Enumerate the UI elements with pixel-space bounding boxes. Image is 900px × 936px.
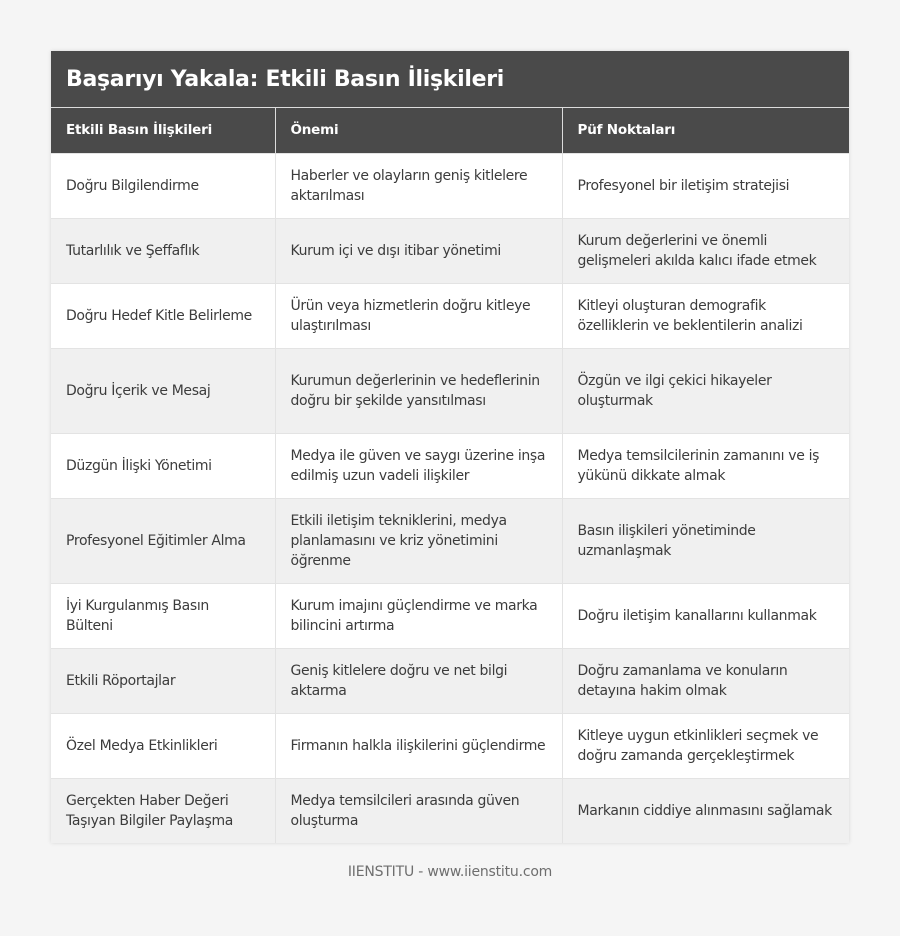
cell-practice: Profesyonel Eğitimler Alma: [51, 498, 275, 583]
cell-importance: Kurumun değerlerinin ve hedeflerinin doğru bir şekilde yansıtılması: [275, 348, 562, 433]
cell-tips: Doğru iletişim kanallarını kullanmak: [562, 583, 849, 648]
header-row: [51, 108, 849, 153]
cell-tips: Medya temsilcilerinin zamanını ve iş yükünü dikkate almak: [562, 433, 849, 498]
cell-importance: Haberler ve olayların geniş kitlelere aktarılması: [275, 153, 562, 218]
table-card: [51, 51, 849, 843]
cell-practice: Doğru Bilgilendirme: [51, 153, 275, 218]
cell-importance: Ürün veya hizmetlerin doğru kitleye ulaştırılması: [275, 283, 562, 348]
page-title: Başarıyı Yakala: Etkili Basın İlişkileri: [51, 51, 849, 108]
cell-tips: Basın ilişkileri yönetiminde uzmanlaşmak: [562, 498, 849, 583]
cell-practice: Düzgün İlişki Yönetimi: [51, 433, 275, 498]
cell-practice: Gerçekten Haber Değeri Taşıyan Bilgiler Paylaşma: [51, 778, 275, 843]
cell-importance: Etkili iletişim tekniklerini, medya planlamasını ve kriz yönetimini öğrenme: [275, 498, 562, 583]
table-row: [51, 153, 849, 218]
cell-importance: Medya ile güven ve saygı üzerine inşa edilmiş uzun vadeli ilişkiler: [275, 433, 562, 498]
cell-tips: Markanın ciddiye alınmasını sağlamak: [562, 778, 849, 843]
table-row: [51, 348, 849, 433]
cell-importance: Medya temsilcileri arasında güven oluşturma: [275, 778, 562, 843]
table-row: [51, 498, 849, 583]
cell-importance: Geniş kitlelere doğru ve net bilgi aktarma: [275, 648, 562, 713]
table-row: [51, 778, 849, 843]
column-header-importance: Önemi: [275, 108, 562, 153]
cell-importance: Kurum imajını güçlendirme ve marka bilincini artırma: [275, 583, 562, 648]
footer-credit: IIENSTITU - www.iienstitu.com: [347, 864, 553, 880]
cell-tips: Kurum değerlerini ve önemli gelişmeleri akılda kalıcı ifade etmek: [562, 218, 849, 283]
table-row: [51, 648, 849, 713]
table-row: [51, 713, 849, 778]
cell-practice: İyi Kurgulanmış Basın Bülteni: [51, 583, 275, 648]
table-row: [51, 283, 849, 348]
cell-importance: Kurum içi ve dışı itibar yönetimi: [275, 218, 562, 283]
table-row: [51, 433, 849, 498]
cell-tips: Özgün ve ilgi çekici hikayeler oluşturmak: [562, 348, 849, 433]
cell-practice: Özel Medya Etkinlikleri: [51, 713, 275, 778]
cell-practice: Doğru Hedef Kitle Belirleme: [51, 283, 275, 348]
column-header-practice: Etkili Basın İlişkileri: [51, 108, 275, 153]
data-table: [51, 108, 849, 843]
cell-tips: Kitleye uygun etkinlikleri seçmek ve doğru zamanda gerçekleştirmek: [562, 713, 849, 778]
cell-tips: Kitleyi oluşturan demografik özelliklerin ve beklentilerin analizi: [562, 283, 849, 348]
table-row: [51, 583, 849, 648]
cell-practice: Doğru İçerik ve Mesaj: [51, 348, 275, 433]
cell-tips: Profesyonel bir iletişim stratejisi: [562, 153, 849, 218]
table-row: [51, 218, 849, 283]
column-header-tips: Püf Noktaları: [562, 108, 849, 153]
cell-practice: Tutarlılık ve Şeffaflık: [51, 218, 275, 283]
cell-tips: Doğru zamanlama ve konuların detayına hakim olmak: [562, 648, 849, 713]
cell-practice: Etkili Röportajlar: [51, 648, 275, 713]
cell-importance: Firmanın halkla ilişkilerini güçlendirme: [275, 713, 562, 778]
